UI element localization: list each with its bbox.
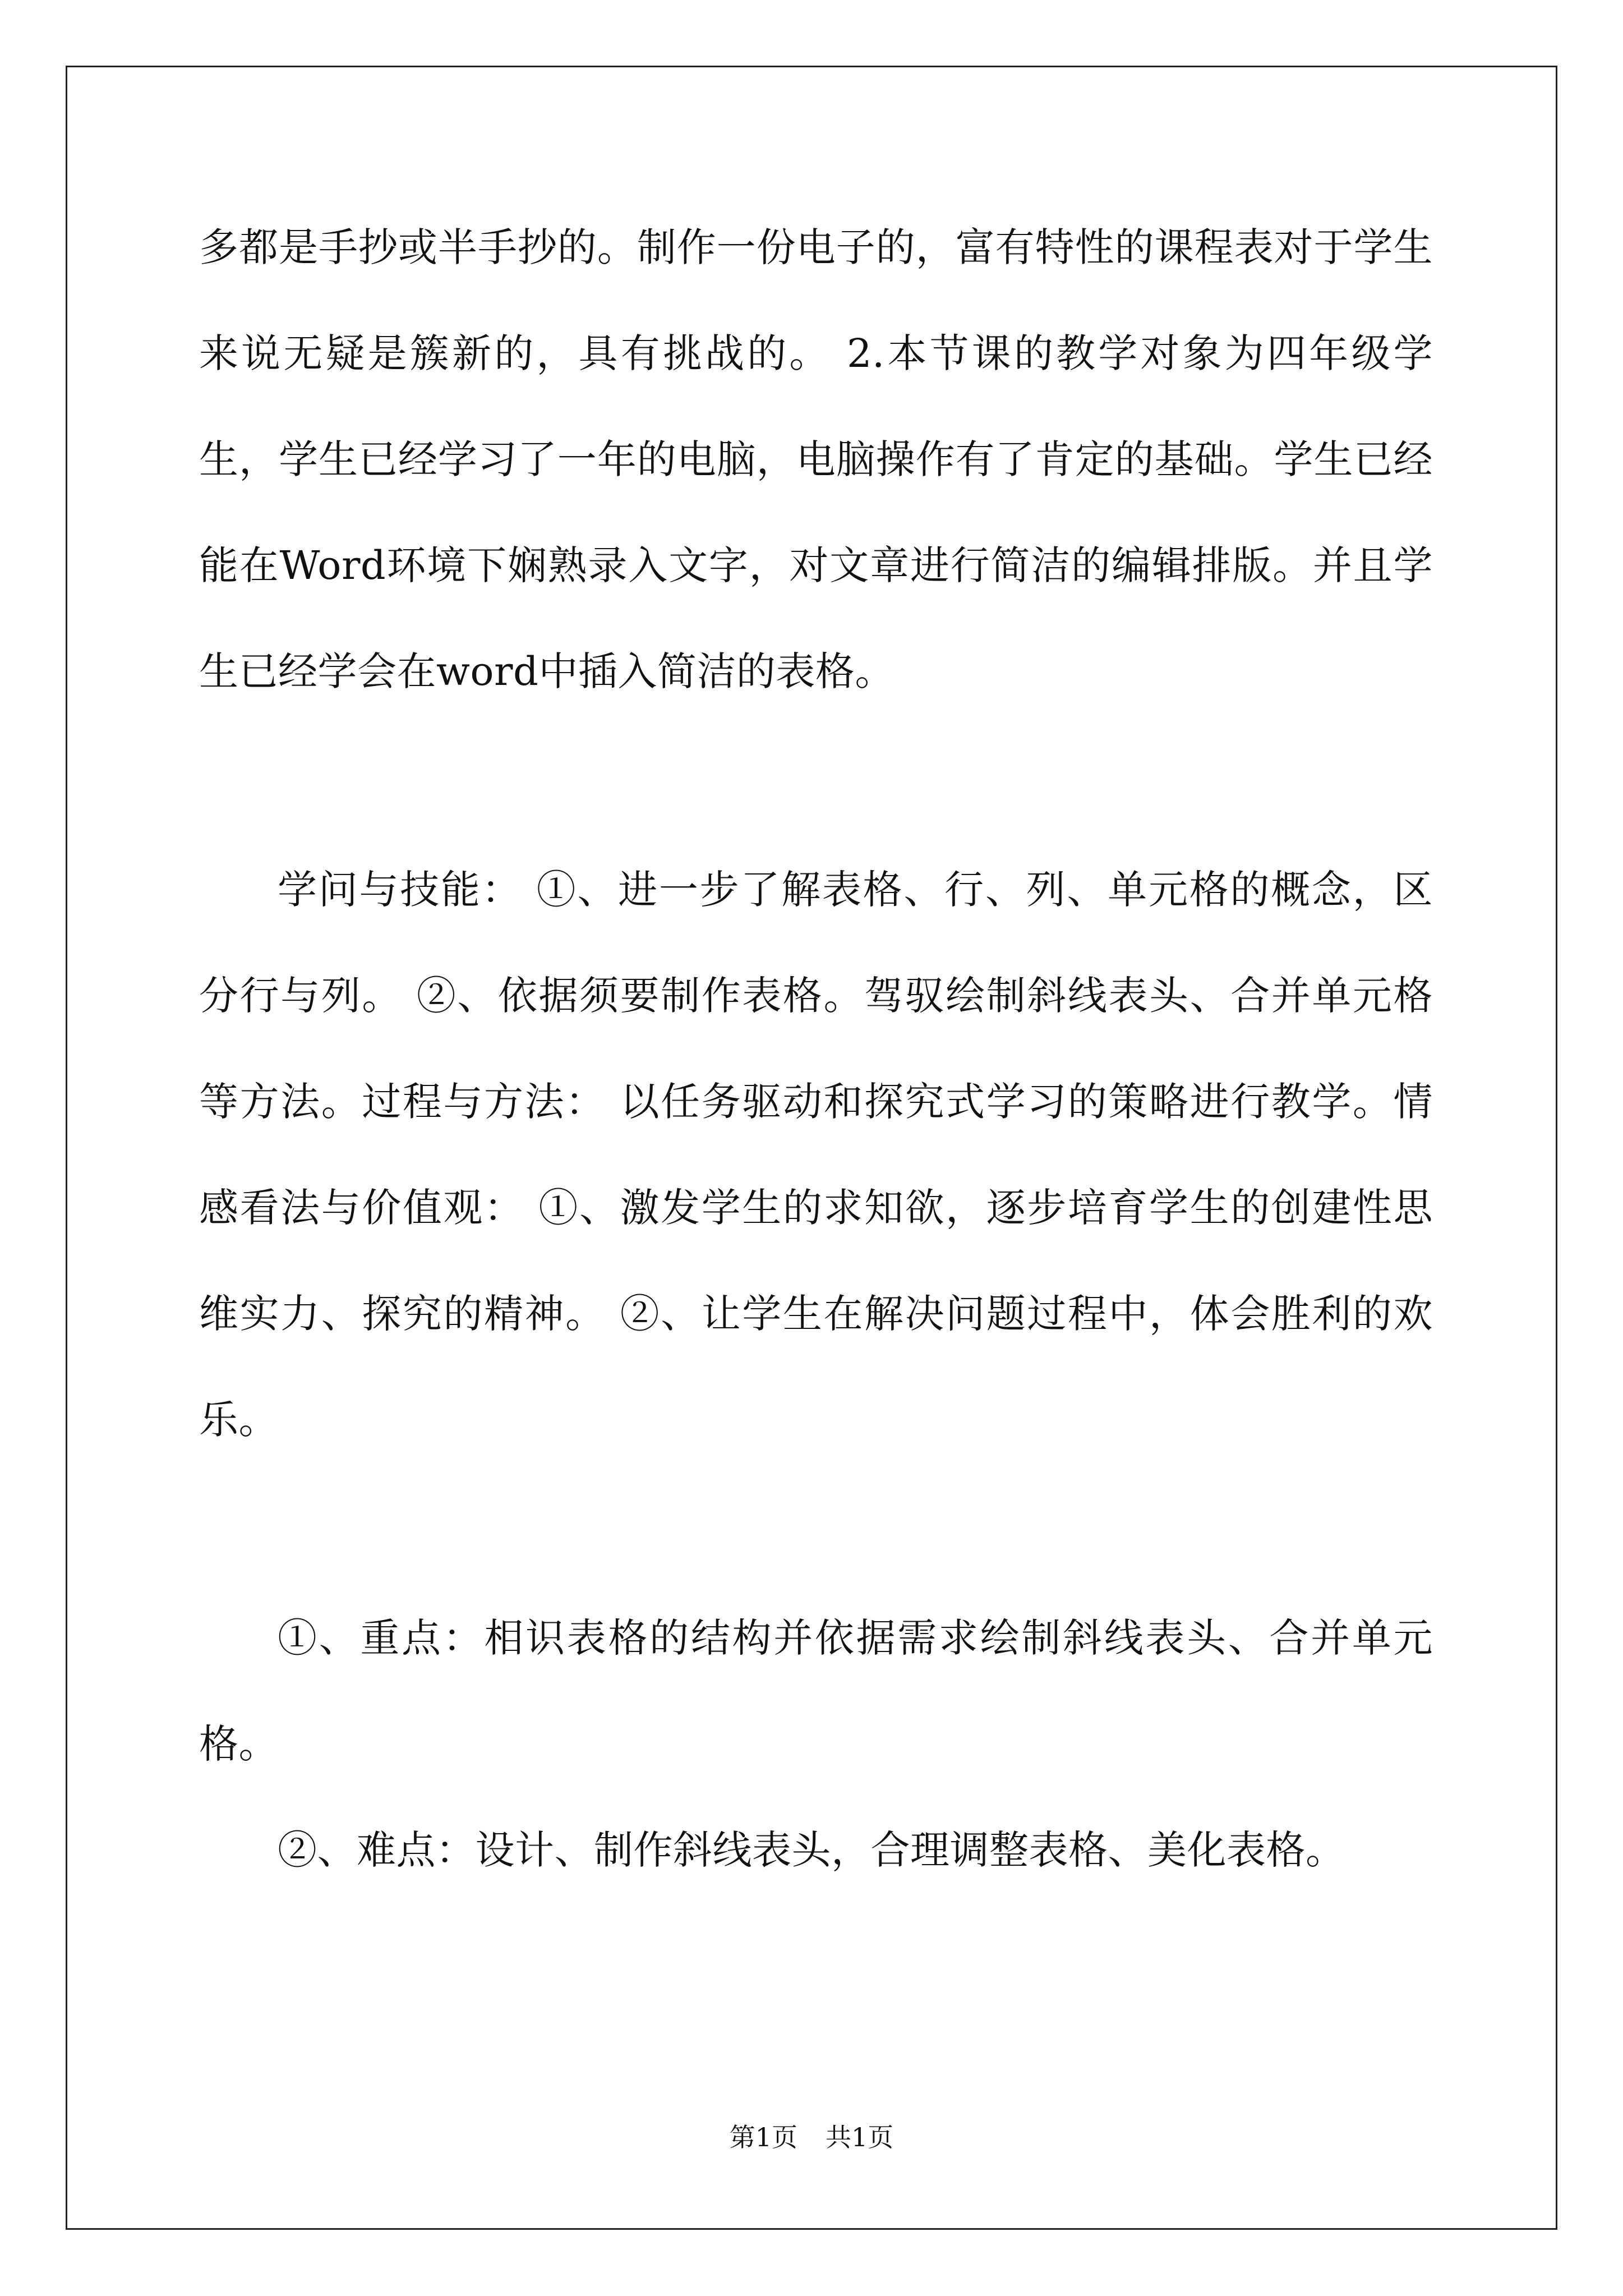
paragraph-difficulty: ②、难点：设计、制作斜线表头，合理调整表格、美化表格。 [278,1827,1345,1873]
page-number-current: 第1页 [729,2122,797,2152]
paragraph-key-point: ①、重点：相识表格的结构并依据需求绘制斜线表头、合并单元格。 [199,1615,1433,1767]
paragraph-background: 多都是手抄或半手抄的。制作一份电子的，富有特性的课程表对于学生来说无疑是簇新的，具有挑战的。 2.本节课的教学对象为四年级学生，学生已经学习了一年的电脑，电脑操作有了肯定的基础。学生已经能在Word环境下娴熟录入文字，对文章进行简洁的编辑排版。并且学生已经学会在word中插入简洁的表格。 [199,224,1433,694]
page-number-total: 共1页 [826,2122,894,2152]
page-footer [0,2120,1623,2154]
paragraph-objectives: 学问与技能： ①、进一步了解表格、行、列、单元格的概念，区分行与列。 ②、依据须要制作表格。驾驭绘制斜线表头、合并单元格等方法。过程与方法： 以任务驱动和探究式学习的策略进行教学。情感看法与价值观： ①、激发学生的求知欲，逐步培育学生的创建性思维实力、探究的精神。 ②、让学生在解决问题过程中，体会胜利的欢乐。 [199,867,1433,1443]
